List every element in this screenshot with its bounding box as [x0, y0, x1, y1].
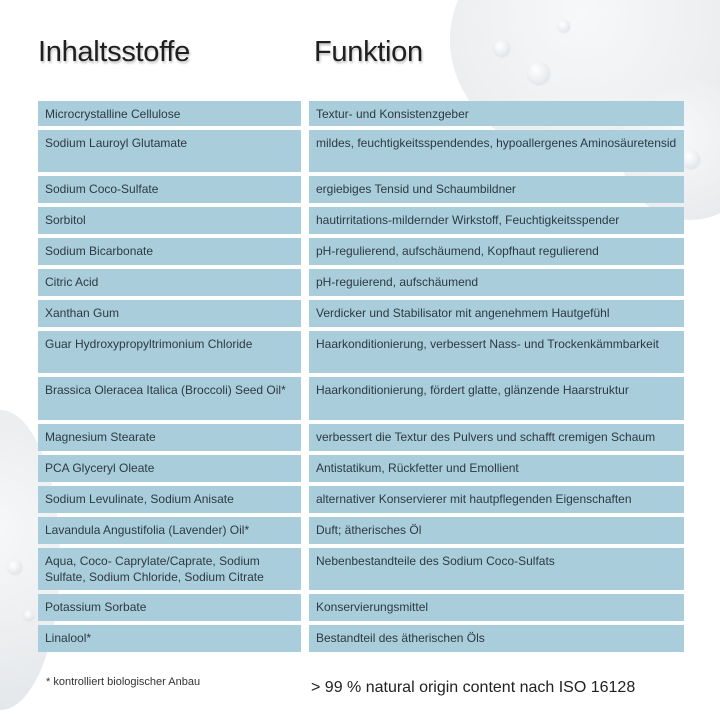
function-cell: Antistatikum, Rückfetter und Emollient [309, 455, 684, 482]
bubble-decoration [528, 62, 550, 84]
table-row [38, 176, 684, 203]
bubble-decoration [682, 150, 700, 168]
function-cell: Haarkonditionierung, verbessert Nass- und Trockenkämmbarkeit [309, 331, 684, 373]
ingredient-cell: Xanthan Gum [38, 300, 301, 327]
natural-origin-note: > 99 % natural origin content nach ISO 16128 [311, 679, 636, 696]
bubble-decoration [24, 610, 34, 620]
function-cell: hautirritations-mildernder Wirkstoff, Feuchtigkeitsspender [309, 207, 684, 234]
function-cell: Verdicker und Stabilisator mit angenehmem Hautgefühl [309, 300, 684, 327]
organic-footnote: * kontrolliert biologischer Anbau [46, 676, 201, 688]
table-row [38, 424, 684, 451]
ingredient-cell: Aqua, Coco- Caprylate/Caprate, Sodium Sulfate, Sodium Chloride, Sodium Citrate [38, 548, 301, 590]
table-row [38, 455, 684, 482]
ingredient-cell: Magnesium Stearate [38, 424, 301, 451]
function-cell: Haarkonditionierung, fördert glatte, glänzende Haarstruktur [309, 377, 684, 420]
ingredient-cell: Potassium Sorbate [38, 594, 301, 621]
ingredient-cell: Sodium Levulinate, Sodium Anisate [38, 486, 301, 513]
table-row [38, 377, 684, 420]
table-row [38, 517, 684, 544]
function-cell: pH-reguierend, aufschäumend [309, 269, 684, 296]
table-row [38, 130, 684, 172]
ingredients-table [38, 101, 684, 656]
table-row [38, 269, 684, 296]
ingredient-cell: Linalool* [38, 625, 301, 652]
bubble-decoration [558, 20, 570, 32]
table-row [38, 207, 684, 234]
ingredient-cell: PCA Glyceryl Oleate [38, 455, 301, 482]
ingredient-cell: Lavandula Angustifolia (Lavender) Oil* [38, 517, 301, 544]
ingredient-cell: Brassica Oleracea Italica (Broccoli) Seed Oil* [38, 377, 301, 420]
ingredients-header: Inhaltsstoffe [38, 36, 190, 68]
ingredient-cell: Sodium Bicarbonate [38, 238, 301, 265]
table-row [38, 625, 684, 652]
table-row [38, 594, 684, 621]
bubble-decoration [8, 560, 22, 574]
function-cell: verbessert die Textur des Pulvers und schafft cremigen Schaum [309, 424, 684, 451]
function-cell: Textur- und Konsistenzgeber [309, 101, 684, 126]
function-cell: ergiebiges Tensid und Schaumbildner [309, 176, 684, 203]
function-cell: Bestandteil des ätherischen Öls [309, 625, 684, 652]
table-row [38, 548, 684, 590]
table-row [38, 300, 684, 327]
bubble-decoration [494, 40, 510, 56]
ingredient-cell: Microcrystalline Cellulose [38, 101, 301, 126]
table-row [38, 486, 684, 513]
function-cell: mildes, feuchtigkeitsspendendes, hypoallergenes Aminosäuretensid [309, 130, 684, 172]
function-cell: pH-regulierend, aufschäumend, Kopfhaut regulierend [309, 238, 684, 265]
ingredient-cell: Sodium Lauroyl Glutamate [38, 130, 301, 172]
function-cell: alternativer Konservierer mit hautpflegenden Eigenschaften [309, 486, 684, 513]
table-row [38, 331, 684, 373]
function-cell: Duft; ätherisches Öl [309, 517, 684, 544]
ingredient-cell: Guar Hydroxypropyltrimonium Chloride [38, 331, 301, 373]
function-cell: Nebenbestandteile des Sodium Coco-Sulfats [309, 548, 684, 590]
ingredient-cell: Sodium Coco-Sulfate [38, 176, 301, 203]
function-cell: Konservierungsmittel [309, 594, 684, 621]
function-header: Funktion [314, 36, 423, 68]
table-row [38, 238, 684, 265]
table-row [38, 101, 684, 126]
ingredient-cell: Sorbitol [38, 207, 301, 234]
ingredient-cell: Citric Acid [38, 269, 301, 296]
